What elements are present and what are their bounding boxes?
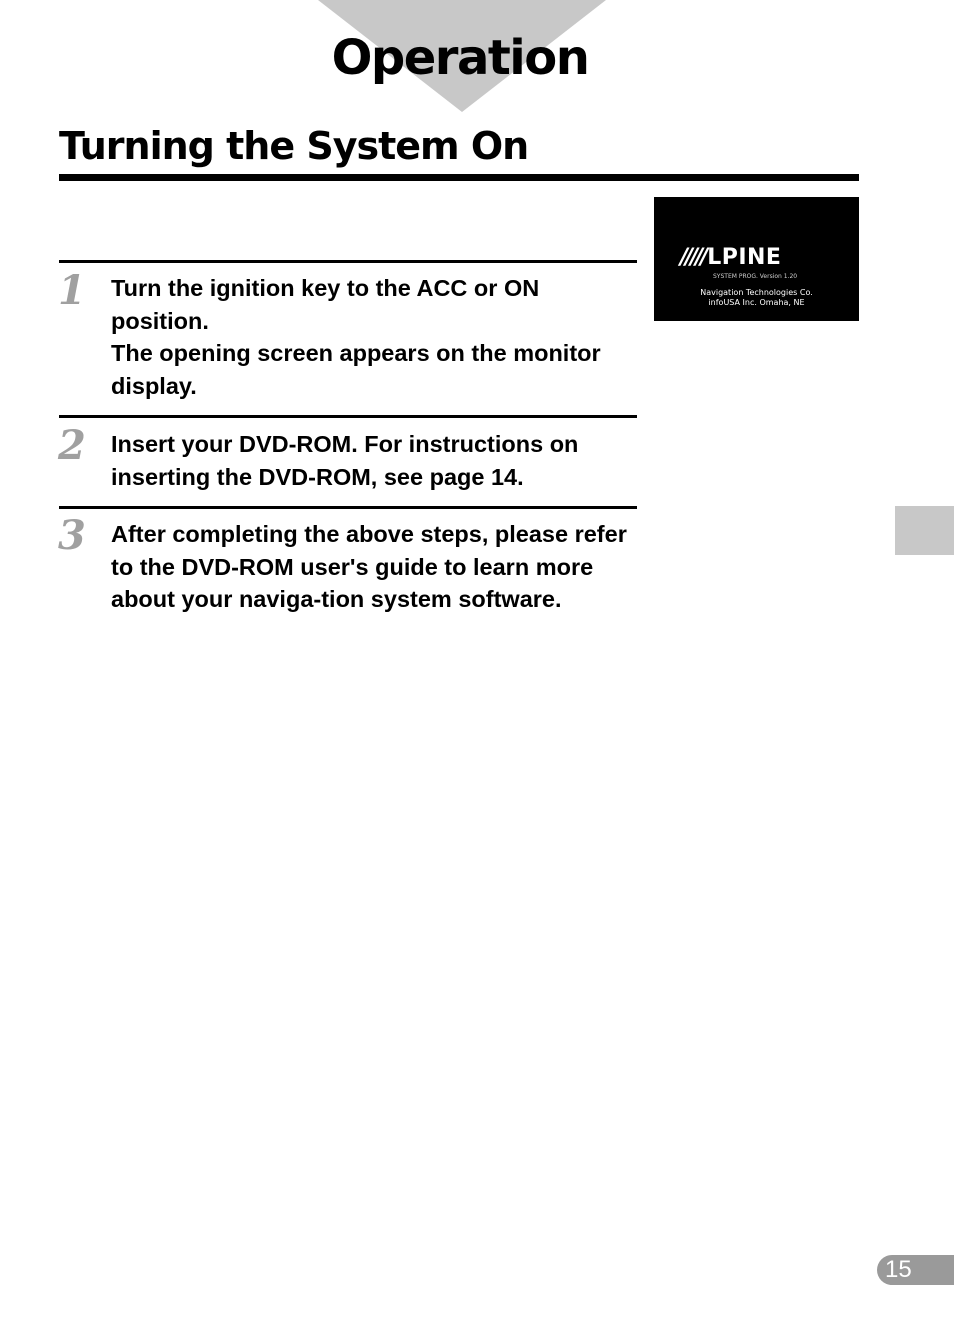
step-divider — [59, 506, 637, 509]
alpine-logo: /////LPINE — [680, 245, 782, 270]
screen-credit-line: infoUSA Inc. Omaha, NE — [708, 298, 805, 307]
opening-screen-image — [654, 197, 859, 321]
step-number: 3 — [58, 512, 86, 559]
page-number-badge — [877, 1255, 954, 1285]
section-divider — [59, 174, 859, 181]
page-title: Operation — [331, 30, 589, 86]
step-divider — [59, 415, 637, 418]
screen-credit-line: Navigation Technologies Co. — [700, 288, 813, 297]
page-number: 15 — [885, 1256, 912, 1283]
step-number: 1 — [58, 267, 86, 314]
step-instruction — [111, 518, 631, 616]
step-line: Turn the ignition key to the ACC or ON position. — [111, 275, 540, 334]
step-number: 2 — [58, 422, 86, 469]
step-line: The opening screen appears on the monitor display. — [111, 340, 601, 399]
section-title: Turning the System On — [59, 124, 529, 168]
step-line: Insert your DVD-ROM. For instructions on inserting the DVD-ROM, see page 14. — [111, 431, 579, 490]
step-instruction — [111, 428, 631, 493]
step-divider — [59, 260, 637, 263]
system-version-label: SYSTEM PROG. Version 1.20 — [713, 273, 798, 280]
step-instruction — [111, 272, 631, 402]
section-side-tab — [895, 506, 954, 555]
step-line: After completing the above steps, please refer to the DVD-ROM user's guide to learn more about your naviga-tion system software. — [111, 521, 627, 612]
